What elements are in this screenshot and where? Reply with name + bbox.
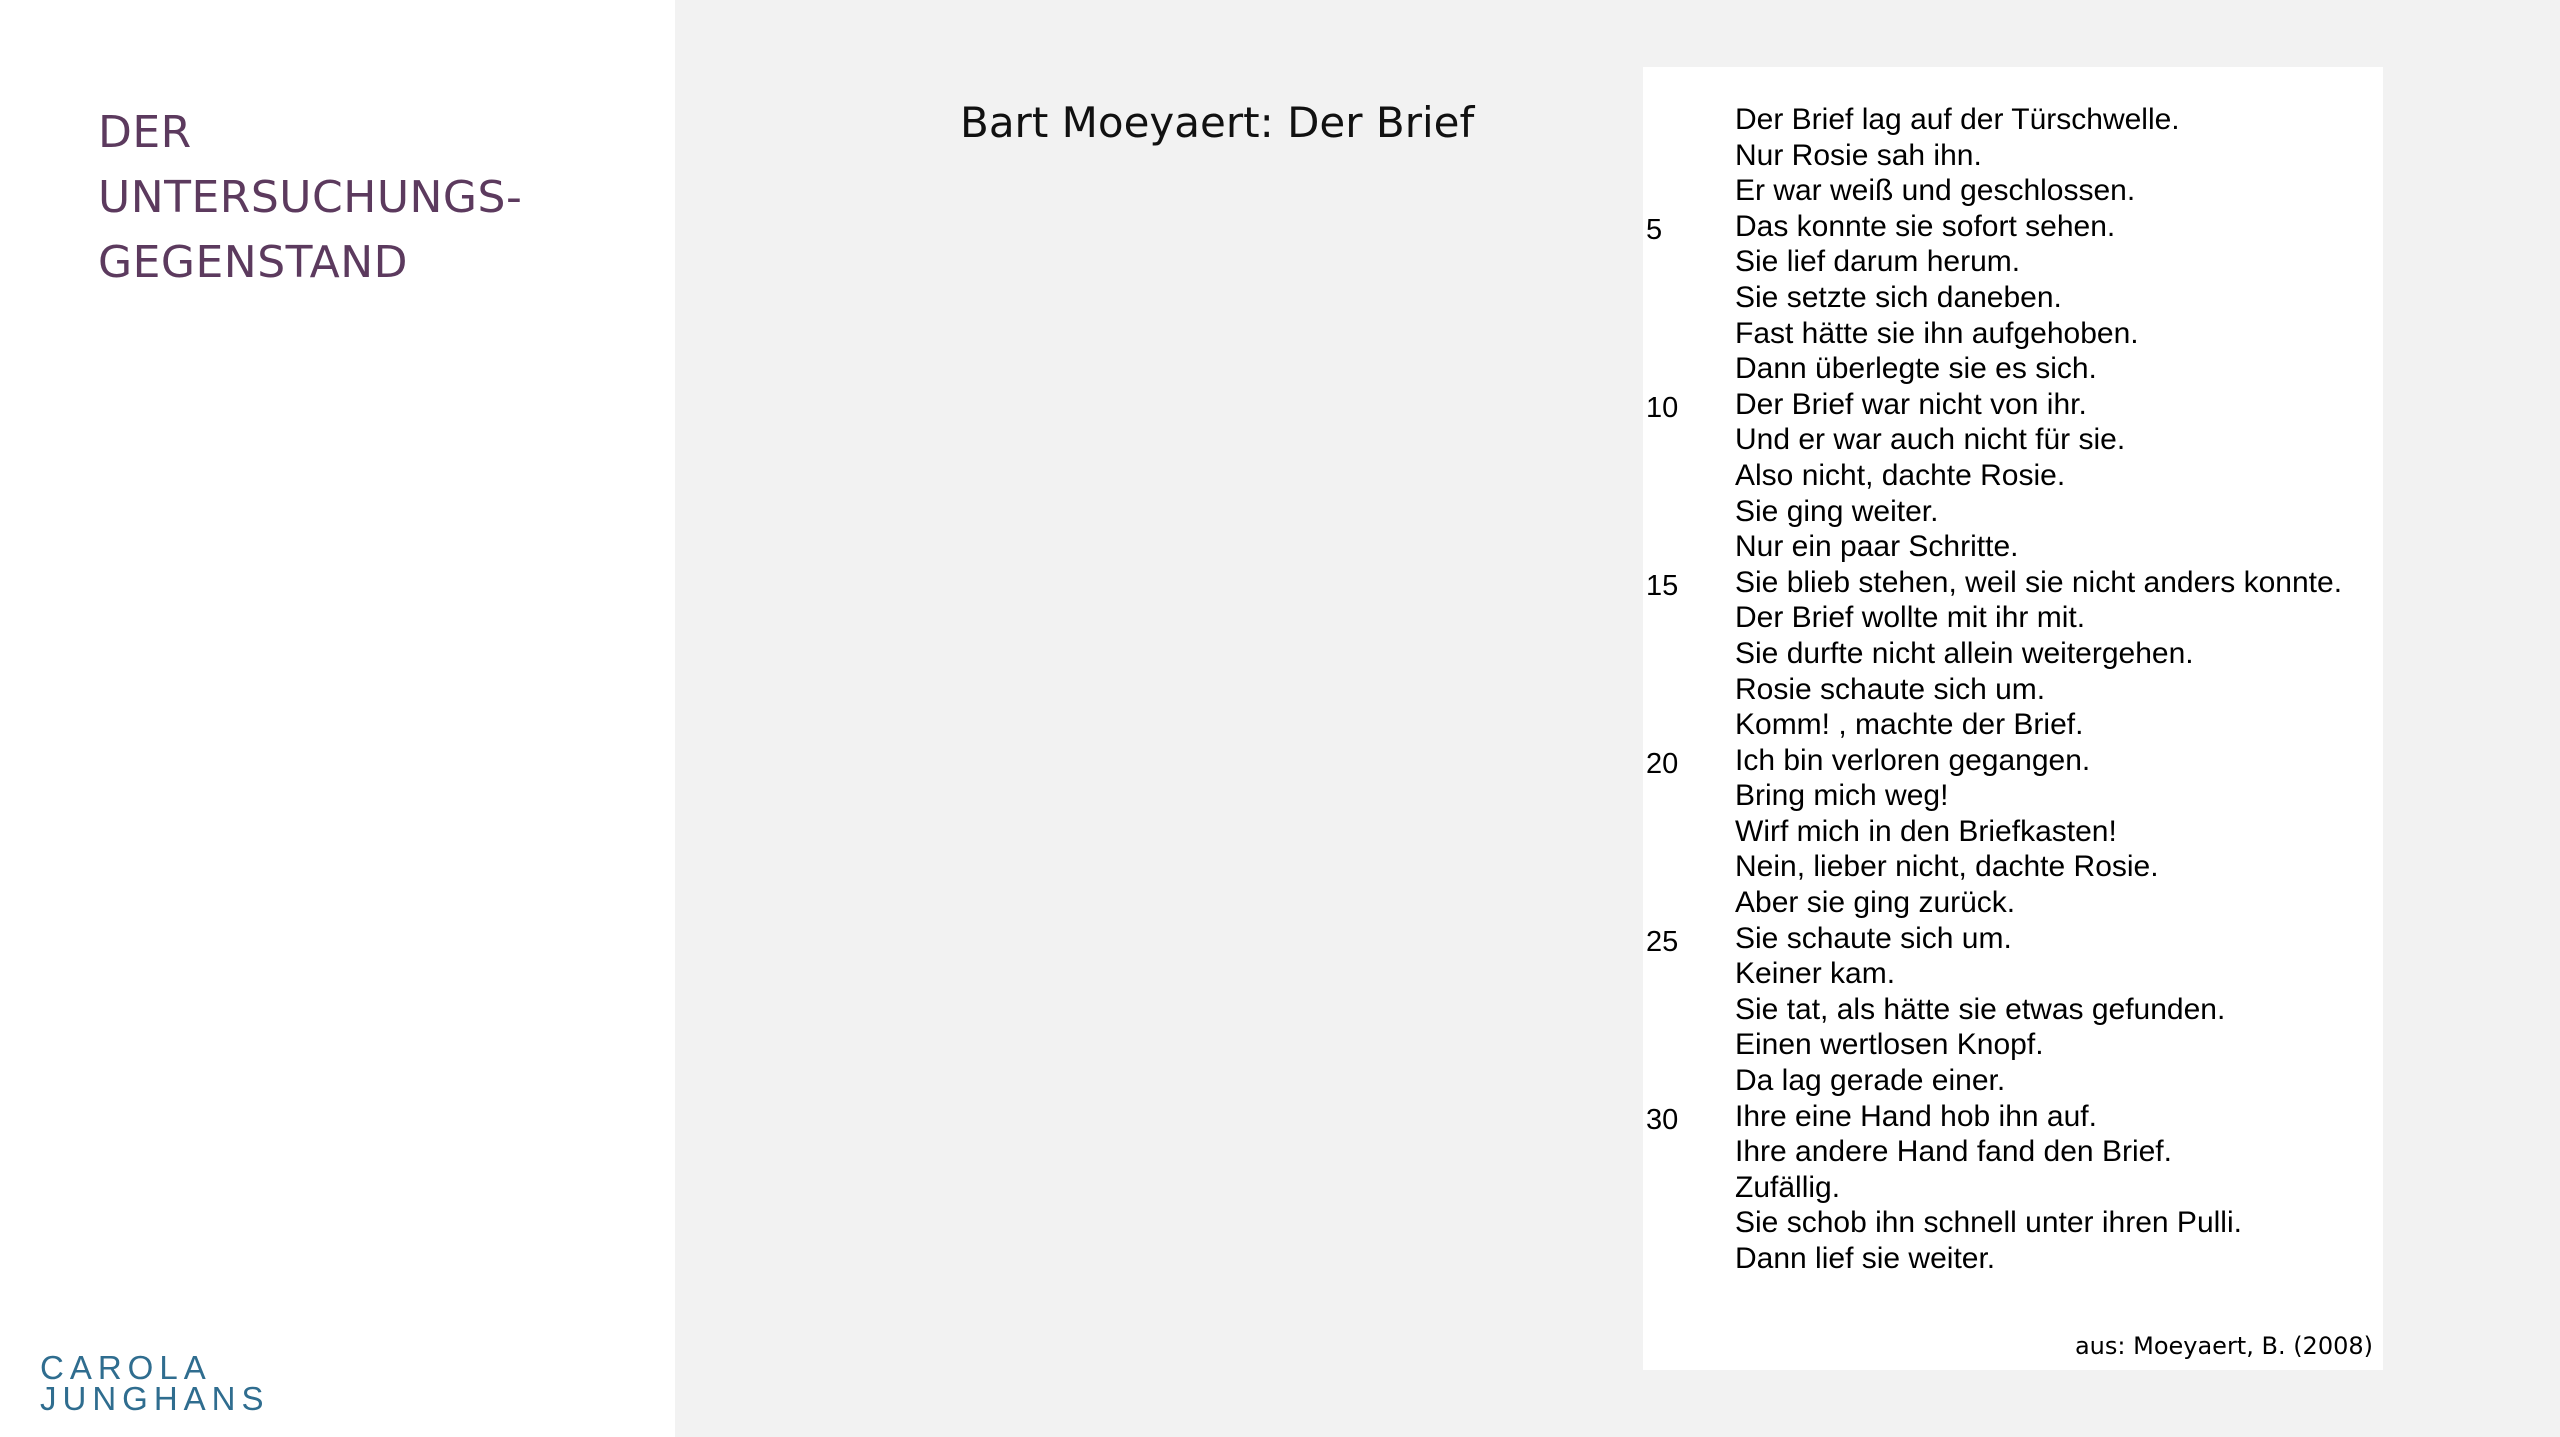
line-text: Keiner kam. xyxy=(1735,957,1896,991)
line-text: Sie blieb stehen, weil sie nicht anders konnte. xyxy=(1735,565,2343,599)
line-text: Ihre andere Hand fand den Brief. xyxy=(1735,1135,2172,1169)
line-number: 15 xyxy=(1646,569,1679,602)
line-text: Wirf mich in den Briefkasten! xyxy=(1735,814,2117,848)
poem-line xyxy=(1643,672,2383,708)
poem-line xyxy=(1643,351,2383,387)
poem-line xyxy=(1643,565,2383,601)
line-text: Einen wertlosen Knopf. xyxy=(1735,1028,2044,1062)
poem-line xyxy=(1643,173,2383,209)
line-text: Der Brief wollte mit ihr mit. xyxy=(1735,601,2086,635)
line-text: Der Brief war nicht von ihr. xyxy=(1735,387,2087,421)
poem-line xyxy=(1643,1134,2383,1170)
line-text: Sie schob ihn schnell unter ihren Pulli. xyxy=(1735,1206,2242,1240)
poem-line xyxy=(1643,387,2383,423)
poem-line xyxy=(1643,743,2383,779)
poem-line xyxy=(1643,885,2383,921)
poem-line xyxy=(1643,814,2383,850)
section-title-line: UNTERSUCHUNGS- xyxy=(98,172,523,223)
brand-line: CAROLA xyxy=(40,1349,212,1386)
poem-line xyxy=(1643,1063,2383,1099)
poem-line xyxy=(1643,316,2383,352)
line-text: Nur Rosie sah ihn. xyxy=(1735,138,1982,172)
poem-line xyxy=(1643,1241,2383,1277)
line-text: Ich bin verloren gegangen. xyxy=(1735,743,2091,777)
line-text: Sie setzte sich daneben. xyxy=(1735,280,2062,314)
line-number: 10 xyxy=(1646,391,1679,424)
brand-logo xyxy=(40,1349,270,1417)
poem-line xyxy=(1643,849,2383,885)
poem-line xyxy=(1643,921,2383,957)
line-text: Sie durfte nicht allein weitergehen. xyxy=(1735,636,2194,670)
poem-line xyxy=(1643,1205,2383,1241)
poem-line xyxy=(1643,707,2383,743)
source-citation: aus: Moeyaert, B. (2008) xyxy=(2074,1332,2373,1360)
line-number: 20 xyxy=(1646,747,1679,780)
line-text: Da lag gerade einer. xyxy=(1735,1064,2006,1098)
poem-text-box xyxy=(1643,67,2383,1370)
line-text: Ihre eine Hand hob ihn auf. xyxy=(1735,1099,2097,1133)
line-number: 30 xyxy=(1646,1103,1679,1136)
poem-line xyxy=(1643,458,2383,494)
poem-lines xyxy=(1643,102,2383,1277)
line-text: Sie lief darum herum. xyxy=(1735,245,2021,279)
poem-line xyxy=(1643,138,2383,174)
line-text: Bring mich weg! xyxy=(1735,779,1949,813)
line-text: Sie ging weiter. xyxy=(1735,494,1939,528)
poem-line xyxy=(1643,1027,2383,1063)
poem-line xyxy=(1643,1099,2383,1135)
section-title xyxy=(98,100,658,295)
line-number: 5 xyxy=(1646,213,1663,246)
line-text: Zufällig. xyxy=(1735,1170,1841,1204)
line-text: Das konnte sie sofort sehen. xyxy=(1735,209,2116,243)
poem-line xyxy=(1643,778,2383,814)
poem-line xyxy=(1643,529,2383,565)
line-text: Fast hätte sie ihn aufgehoben. xyxy=(1735,316,2139,350)
line-text: Dann überlegte sie es sich. xyxy=(1735,352,2097,386)
line-text: Er war weiß und geschlossen. xyxy=(1735,174,2136,208)
line-text: Rosie schaute sich um. xyxy=(1735,672,2046,706)
line-text: Der Brief lag auf der Türschwelle. xyxy=(1735,103,2180,136)
poem-line xyxy=(1643,600,2383,636)
poem-line xyxy=(1643,1170,2383,1206)
page-title: Bart Moeyaert: Der Brief xyxy=(960,98,1475,147)
poem-line xyxy=(1643,494,2383,530)
section-title-line: GEGENSTAND xyxy=(98,237,408,288)
line-text: Nein, lieber nicht, dachte Rosie. xyxy=(1735,850,2159,884)
poem-line xyxy=(1643,209,2383,245)
poem-line xyxy=(1643,422,2383,458)
line-text: Also nicht, dachte Rosie. xyxy=(1735,458,2066,492)
poem-line xyxy=(1643,102,2383,138)
poem-line xyxy=(1643,956,2383,992)
line-text: Aber sie ging zurück. xyxy=(1735,886,2016,920)
line-text: Dann lief sie weiter. xyxy=(1735,1242,1996,1275)
sidebar xyxy=(0,0,675,1437)
line-text: Komm! , machte der Brief. xyxy=(1735,708,2084,742)
poem-line xyxy=(1643,636,2383,672)
line-text: Sie schaute sich um. xyxy=(1735,921,2012,955)
line-text: Sie tat, als hätte sie etwas gefunden. xyxy=(1735,992,2226,1026)
line-text: Und er war auch nicht für sie. xyxy=(1735,423,2126,457)
section-title-line: DER xyxy=(98,107,192,158)
brand-line: JUNGHANS xyxy=(40,1380,270,1417)
poem-line xyxy=(1643,280,2383,316)
line-number: 25 xyxy=(1646,925,1679,958)
poem-line xyxy=(1643,244,2383,280)
poem-line xyxy=(1643,992,2383,1028)
line-text: Nur ein paar Schritte. xyxy=(1735,530,2019,564)
